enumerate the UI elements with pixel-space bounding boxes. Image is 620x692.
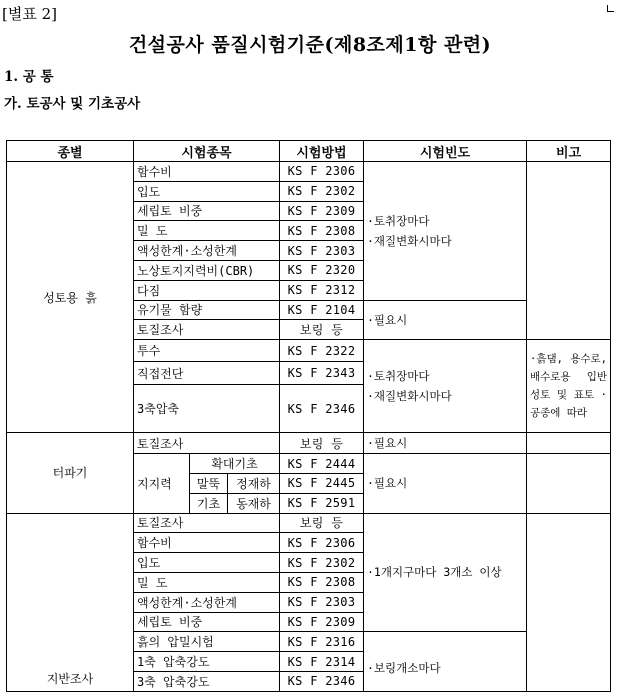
test-item: 입도 bbox=[134, 553, 280, 573]
test-item: 액성한계·소성한계 bbox=[134, 592, 280, 612]
frequency-line: ·보링개소마다 bbox=[367, 661, 441, 676]
test-item: 흙의 압밀시험 bbox=[134, 632, 280, 652]
remarks-cell bbox=[527, 433, 611, 454]
test-item: 토질조사 bbox=[134, 513, 280, 533]
test-method: 보링 등 bbox=[280, 320, 364, 340]
test-item: 세립토 비중 bbox=[134, 201, 280, 221]
test-method: KS F 2306 bbox=[280, 162, 364, 182]
test-subitem: 기초 bbox=[190, 493, 228, 513]
test-method: KS F 2591 bbox=[280, 493, 364, 513]
test-item: 세립토 비중 bbox=[134, 612, 280, 632]
test-method: KS F 2302 bbox=[280, 553, 364, 573]
section-heading-common: 1. 공 통 bbox=[4, 69, 54, 85]
remarks-cell bbox=[527, 513, 611, 691]
test-subitem: 말뚝 bbox=[190, 473, 228, 493]
test-method: KS F 2309 bbox=[280, 201, 364, 221]
test-method: KS F 2303 bbox=[280, 241, 364, 261]
table-row bbox=[7, 162, 611, 182]
frequency-cell bbox=[364, 632, 527, 691]
frequency-line: ·토취장마다 bbox=[367, 369, 430, 384]
test-item: 노상토지지력비(CBR) bbox=[134, 260, 280, 280]
test-method: 보링 등 bbox=[280, 433, 364, 454]
frequency-line: ·토취장마다 bbox=[367, 213, 430, 228]
test-subitem-detail: 정재하 bbox=[228, 473, 280, 493]
test-method: KS F 2309 bbox=[280, 612, 364, 632]
annex-tag: [별표 2] bbox=[2, 5, 57, 23]
frequency-cell bbox=[364, 513, 527, 632]
kind-cell: 터파기 bbox=[7, 433, 134, 513]
quality-test-table bbox=[6, 140, 611, 692]
test-method: KS F 2322 bbox=[280, 340, 364, 362]
table-row bbox=[7, 433, 611, 454]
test-method: KS F 2444 bbox=[280, 454, 364, 474]
frequency-cell bbox=[364, 433, 527, 454]
test-method: KS F 2320 bbox=[280, 260, 364, 280]
remarks-cell bbox=[527, 162, 611, 340]
test-item: 입도 bbox=[134, 181, 280, 201]
test-item: 밀 도 bbox=[134, 572, 280, 592]
test-item: 1축 압축강도 bbox=[134, 652, 280, 672]
frequency-cell bbox=[364, 454, 527, 513]
test-item: 함수비 bbox=[134, 162, 280, 182]
header-remarks: 비고 bbox=[527, 141, 611, 162]
frequency-line: ·필요시 bbox=[367, 312, 408, 327]
frequency-line: ·1개지구마다 3개소 이상 bbox=[367, 565, 502, 580]
test-method: KS F 2308 bbox=[280, 572, 364, 592]
test-item: 유기물 함량 bbox=[134, 300, 280, 320]
test-item: 함수비 bbox=[134, 533, 280, 553]
test-item: 토질조사 bbox=[134, 433, 280, 454]
frequency-cell bbox=[364, 340, 527, 433]
frequency-line: ·필요시 bbox=[367, 436, 408, 451]
test-method: 보링 등 bbox=[280, 513, 364, 533]
test-method: KS F 2346 bbox=[280, 385, 364, 433]
frequency-cell bbox=[364, 162, 527, 301]
remarks-note: ·흙댐, 용수로, 배수로용 입반성토 및 표토 ·공종에 따라 bbox=[527, 340, 611, 433]
test-item: 직접전단 bbox=[134, 362, 280, 385]
frequency-line: ·재질변화시마다 bbox=[367, 389, 452, 404]
header-test-frequency: 시험빈도 bbox=[364, 141, 527, 162]
test-method: KS F 2303 bbox=[280, 592, 364, 612]
test-method: KS F 2346 bbox=[280, 671, 364, 691]
frequency-cell bbox=[364, 300, 527, 340]
frequency-line: ·재질변화시마다 bbox=[367, 233, 452, 248]
test-method: KS F 2316 bbox=[280, 632, 364, 652]
test-item: 밀 도 bbox=[134, 221, 280, 241]
header-kind: 종별 bbox=[7, 141, 134, 162]
test-subitem: 확대기초 bbox=[190, 454, 280, 474]
test-item: 지지력 bbox=[134, 454, 190, 513]
table-header-row bbox=[7, 141, 611, 162]
test-item: 3축 압축강도 bbox=[134, 671, 280, 691]
test-method: KS F 2104 bbox=[280, 300, 364, 320]
header-test-method: 시험방법 bbox=[280, 141, 364, 162]
test-method: KS F 2308 bbox=[280, 221, 364, 241]
header-test-item: 시험종목 bbox=[134, 141, 280, 162]
kind-cell: 지반조사 bbox=[7, 513, 134, 691]
section-heading-earthwork: 가. 토공사 및 기초공사 bbox=[4, 96, 141, 112]
test-item: 투수 bbox=[134, 340, 280, 362]
test-method: KS F 2314 bbox=[280, 652, 364, 672]
page-corner-mark bbox=[607, 5, 614, 12]
test-method: KS F 2343 bbox=[280, 362, 364, 385]
test-item: 3축압축 bbox=[134, 385, 280, 433]
test-method: KS F 2306 bbox=[280, 533, 364, 553]
test-item: 토질조사 bbox=[134, 320, 280, 340]
table-row bbox=[7, 513, 611, 533]
test-item: 액성한계·소성한계 bbox=[134, 241, 280, 261]
test-method: KS F 2445 bbox=[280, 473, 364, 493]
test-method: KS F 2302 bbox=[280, 181, 364, 201]
test-subitem-detail: 동재하 bbox=[228, 493, 280, 513]
kind-cell: 성토용 흙 bbox=[7, 162, 134, 433]
document-title: 건설공사 품질시험기준(제8조제1항 관련) bbox=[128, 34, 492, 56]
test-item: 다짐 bbox=[134, 280, 280, 300]
test-method: KS F 2312 bbox=[280, 280, 364, 300]
remarks-cell bbox=[527, 454, 611, 513]
frequency-line: ·필요시 bbox=[367, 476, 408, 491]
